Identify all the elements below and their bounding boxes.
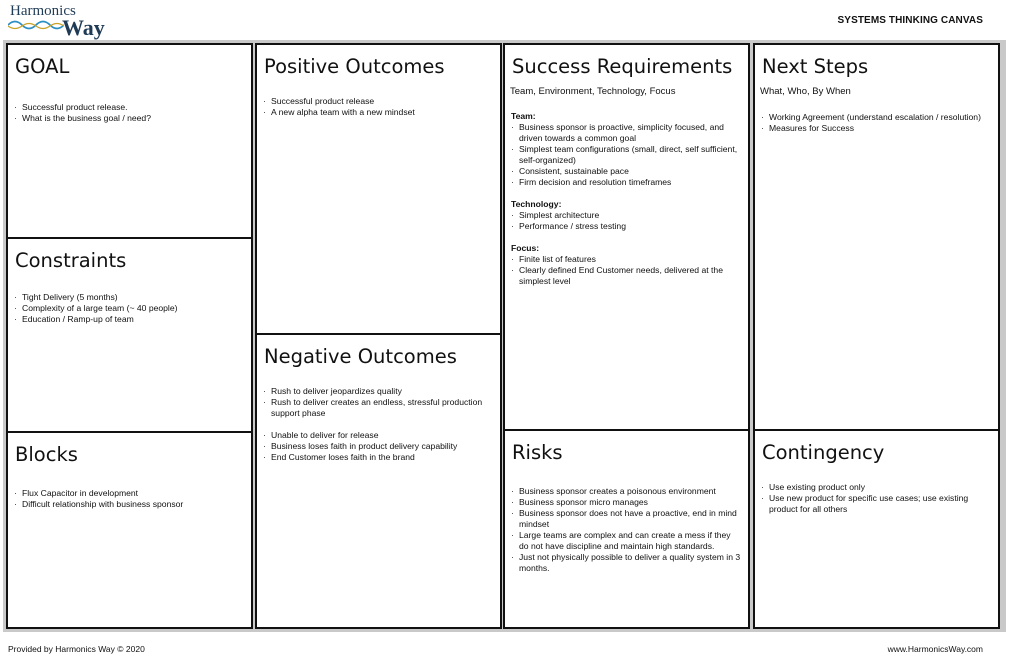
list-item: · Simplest team configurations (small, direct, self sufficient, self-organized) xyxy=(511,144,742,166)
positive-outcomes-section xyxy=(255,43,502,336)
goal-title: GOAL xyxy=(15,55,70,78)
canvas-frame xyxy=(3,40,1006,632)
footer-website-link[interactable]: www.HarmonicsWay.com xyxy=(887,644,983,654)
contingency-title: Contingency xyxy=(762,441,885,464)
negative-outcomes-list-2 xyxy=(263,430,494,463)
list-item: · Firm decision and resolution timeframes xyxy=(511,177,742,188)
negative-outcomes-list xyxy=(263,386,494,419)
list-item: · Simplest architecture xyxy=(511,210,742,221)
list-item: · Just not physically possible to deliver a quality system in 3 months. xyxy=(511,552,742,574)
canvas-title: SYSTEMS THINKING CANVAS xyxy=(837,15,983,26)
contingency-section xyxy=(753,429,1000,629)
constraints-section xyxy=(6,237,253,434)
list-item: · Rush to deliver creates an endless, stressful production support phase xyxy=(263,397,494,419)
list-item: · Successful product release. xyxy=(14,102,245,113)
next-steps-list xyxy=(761,112,992,134)
risks-title: Risks xyxy=(512,441,563,464)
list-item: · Difficult relationship with business sponsor xyxy=(14,499,245,510)
list-item: · Finite list of features xyxy=(511,254,742,265)
success-requirements-title: Success Requirements xyxy=(512,55,733,78)
list-item: · Unable to deliver for release xyxy=(263,430,494,441)
team-label: Team: xyxy=(511,111,536,121)
list-item: · Rush to deliver jeopardizes quality xyxy=(263,386,494,397)
constraints-list xyxy=(14,292,245,325)
team-list xyxy=(511,122,742,188)
list-item: · A new alpha team with a new mindset xyxy=(263,107,494,118)
focus-list xyxy=(511,254,742,287)
goal-section xyxy=(6,43,253,240)
list-item: · Complexity of a large team (~ 40 people) xyxy=(14,303,245,314)
list-item: · Business sponsor is proactive, simplicity focused, and driven towards a common goal xyxy=(511,122,742,144)
blocks-title: Blocks xyxy=(15,443,78,466)
risks-list xyxy=(511,486,742,574)
list-item: · Clearly defined End Customer needs, delivered at the simplest level xyxy=(511,265,742,287)
list-item: · Measures for Success xyxy=(761,123,992,134)
focus-label: Focus: xyxy=(511,243,540,253)
list-item: · Use new product for specific use cases; use existing product for all others xyxy=(761,493,992,515)
list-item: · Business sponsor micro manages xyxy=(511,497,742,508)
next-steps-title: Next Steps xyxy=(762,55,869,78)
next-steps-subtitle: What, Who, By When xyxy=(760,86,851,97)
next-steps-section xyxy=(753,43,1000,432)
list-item: · End Customer loses faith in the brand xyxy=(263,452,494,463)
success-requirements-subtitle: Team, Environment, Technology, Focus xyxy=(510,86,676,97)
list-item: · Successful product release xyxy=(263,96,494,107)
technology-label: Technology: xyxy=(511,199,562,209)
constraints-title: Constraints xyxy=(15,249,127,272)
blocks-list xyxy=(14,488,245,510)
list-item: · Business sponsor creates a poisonous environment xyxy=(511,486,742,497)
list-item: · Business sponsor does not have a proactive, end in mind mindset xyxy=(511,508,742,530)
list-item: · What is the business goal / need? xyxy=(14,113,245,124)
brand-name-line2: Way xyxy=(62,15,105,40)
technology-list xyxy=(511,210,742,232)
list-item: · Tight Delivery (5 months) xyxy=(14,292,245,303)
wave-icon xyxy=(8,18,64,32)
list-item: · Education / Ramp-up of team xyxy=(14,314,245,325)
negative-outcomes-title: Negative Outcomes xyxy=(264,345,457,368)
list-item: · Consistent, sustainable pace xyxy=(511,166,742,177)
list-item: · Performance / stress testing xyxy=(511,221,742,232)
success-requirements-section xyxy=(503,43,750,432)
contingency-list xyxy=(761,482,992,515)
list-item: · Business loses faith in product delivery capability xyxy=(263,441,494,452)
list-item: · Use existing product only xyxy=(761,482,992,493)
list-item: · Working Agreement (understand escalation / resolution) xyxy=(761,112,992,123)
goal-list xyxy=(14,102,245,124)
positive-outcomes-list xyxy=(263,96,494,118)
brand-logo xyxy=(8,2,118,38)
risks-section xyxy=(503,429,750,629)
list-item: · Flux Capacitor in development xyxy=(14,488,245,499)
blocks-section xyxy=(6,431,253,629)
footer-credit: Provided by Harmonics Way © 2020 xyxy=(8,644,145,654)
brand-name-line1: Harmonics xyxy=(10,3,76,19)
positive-outcomes-title: Positive Outcomes xyxy=(264,55,445,78)
negative-outcomes-section xyxy=(255,333,502,629)
list-item: · Large teams are complex and can create a mess if they do not have discipline and maintain high standards. xyxy=(511,530,742,552)
